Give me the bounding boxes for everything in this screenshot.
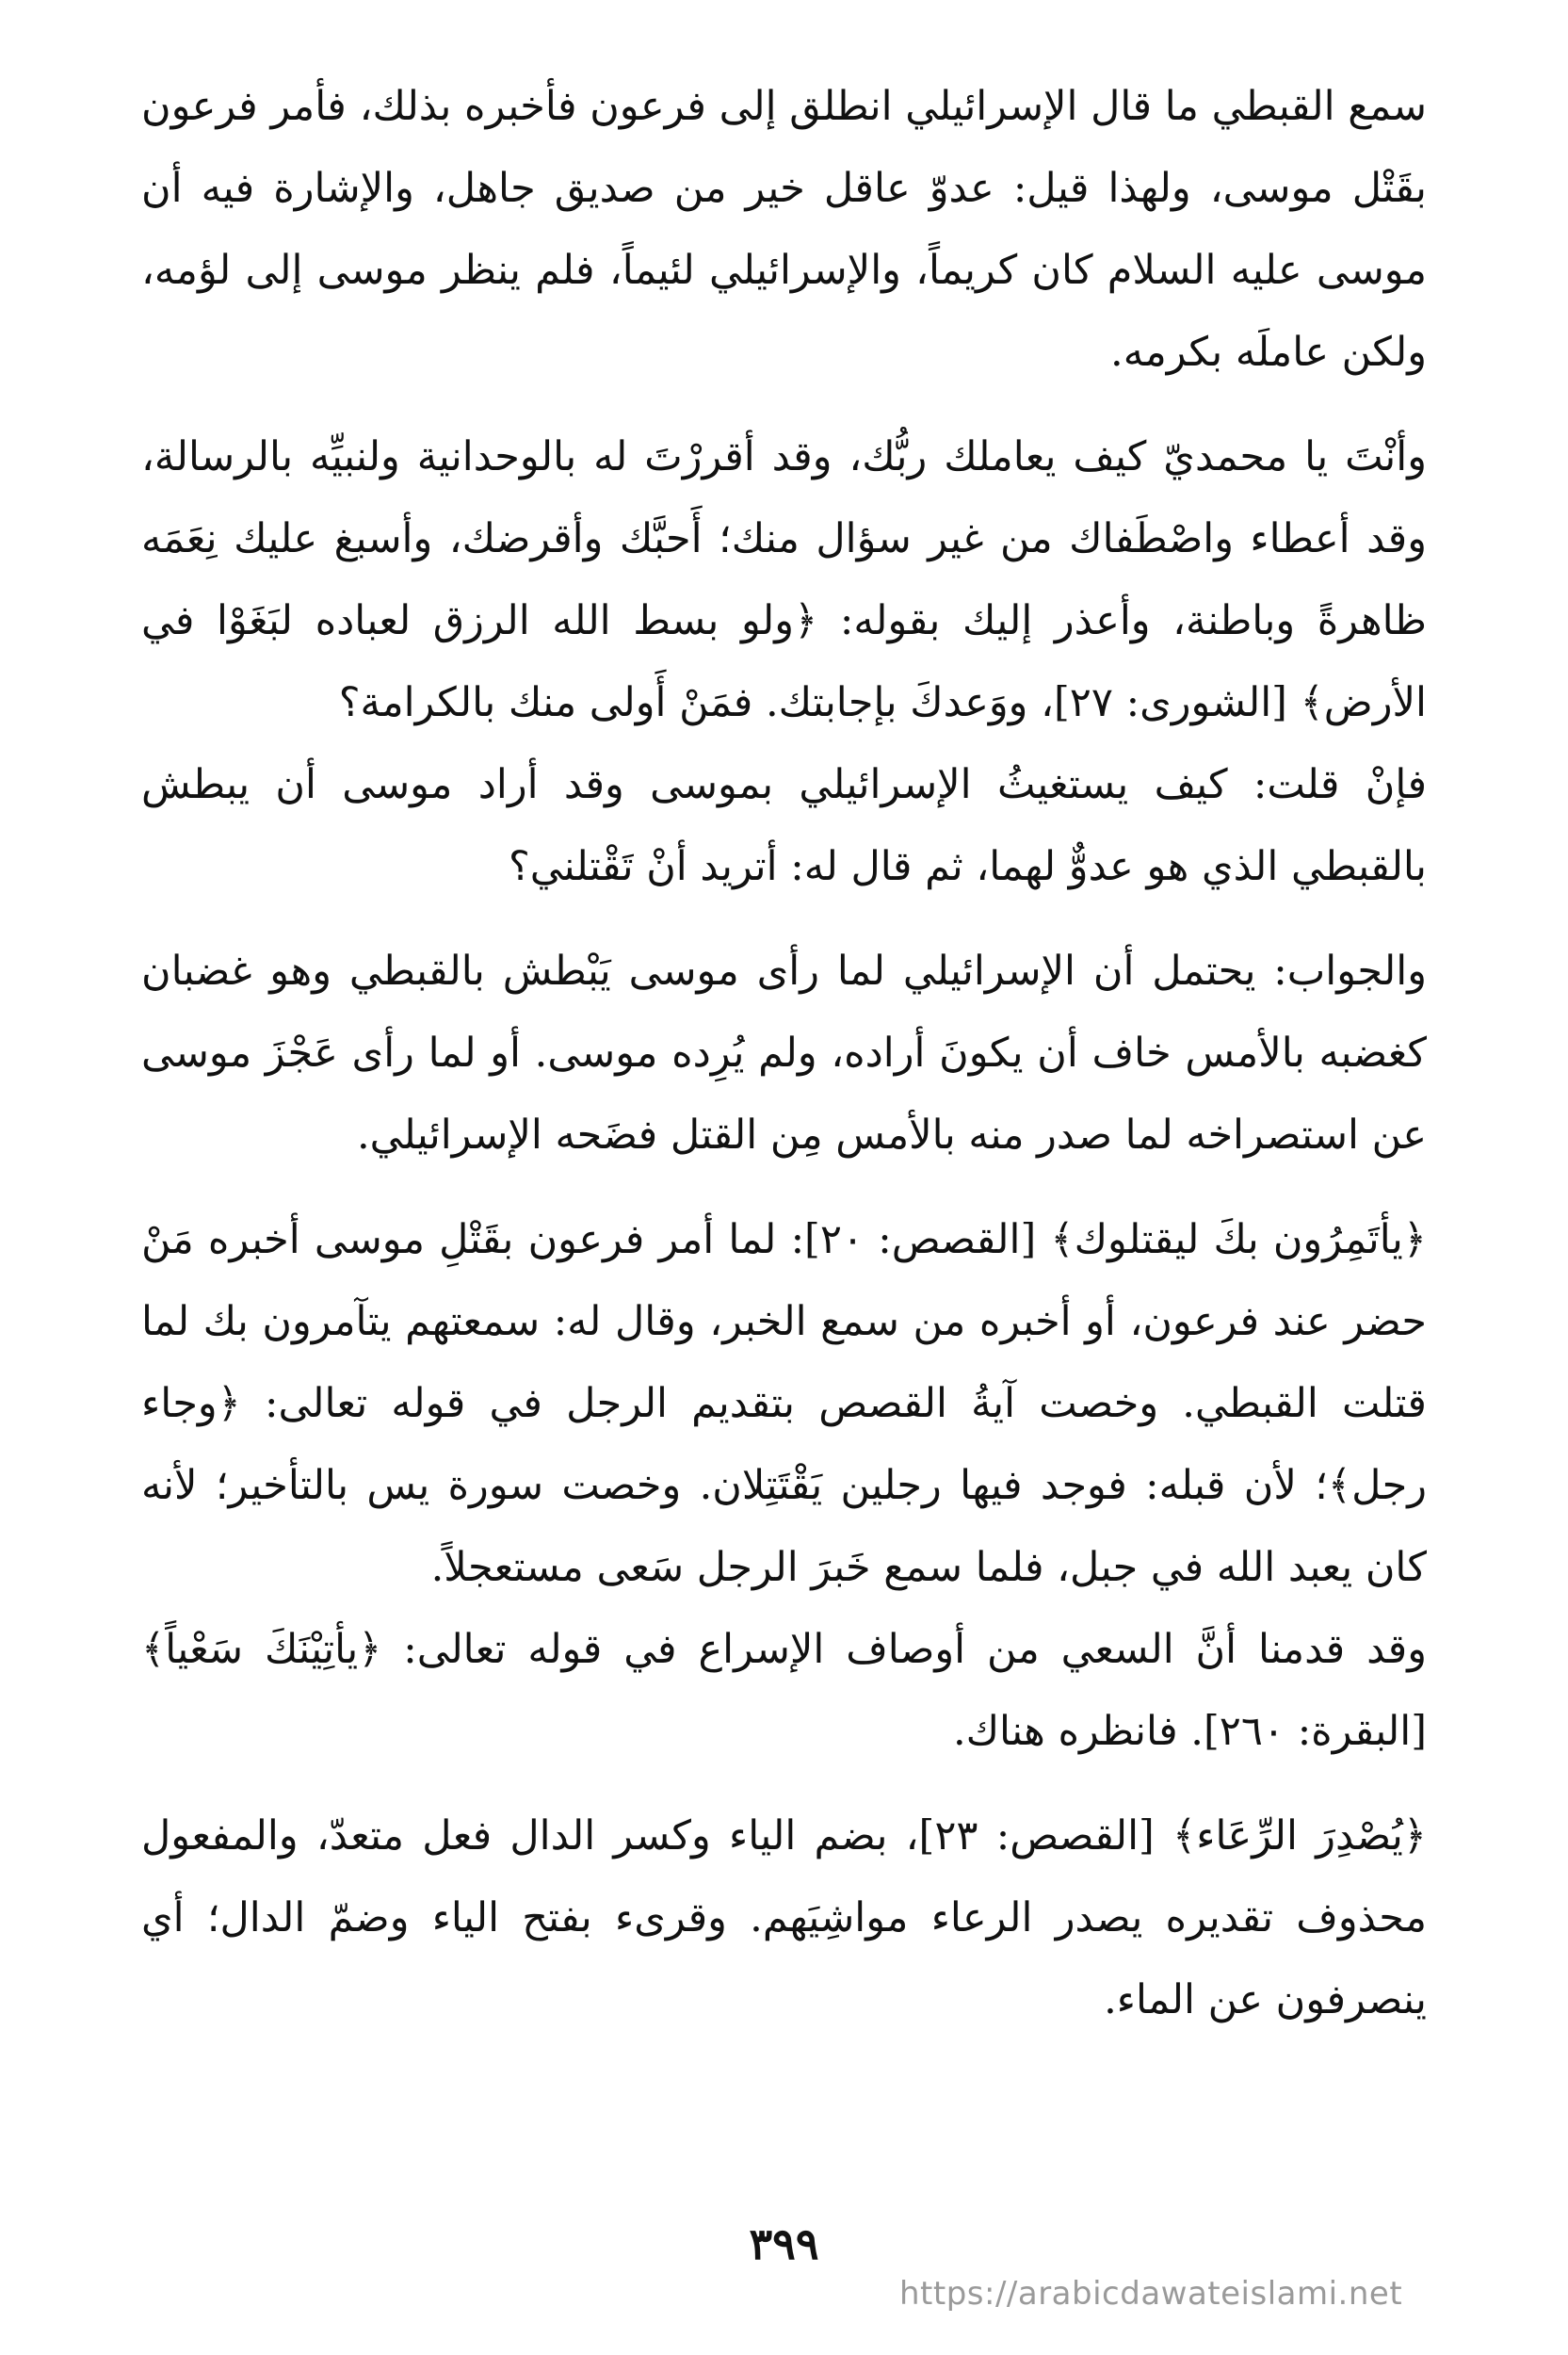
paragraph-sai: وقد قدمنا أنَّ السعي من أوصاف الإسراع في قوله تعالى: ﴿يأتِيْنَكَ سَعْياً﴾ [البقرة: ٢٦٠]. فانظره هناك. [141,1626,1427,1755]
paragraph-answer: والجواب: يحتمل أن الإسرائيلي لما رأى موسى يَبْطش بالقبطي وهو غضبان كغضبه بالأمس خاف أن يكونَ أراده، ولم يُرِده موسى. أو لما رأى عَجْزَ موسى عن استصراخه لما صدر منه بالأمس مِن القتل فضَحه الإسرائيلي. [141,948,1427,1159]
paragraph-muhammadi-address: وأنْتَ يا محمديّ كيف يعاملك ربُّك، وقد أقررْتَ له بالوحدانية ولنبيِّه بالرسالة، وقد أعطاء واصْطَفاك من غير سؤال منك؛ أَحبَّك وأقرضك، وأسبغ عليك نِعَمَه ظاهرةً وباطنة، وأعذر إليك بقوله: ﴿ولو بسط الله الرزق لعباده لبَغَوْا في الأرض﴾ [الشورى: ٢٧]، ووَعدكَ بإجابتك. فمَنْ أَولى منك بالكرامة؟ [141,433,1427,726]
paragraph-question: فإنْ قلت: كيف يستغيثُ الإسرائيلي بموسى وقد أراد موسى أن يبطش بالقبطي الذي هو عدوٌّ لهما، ثم قال له: أتريد أنْ تَقْتلني؟ [141,761,1427,890]
paragraph-yatamiruna: ﴿يأتَمِرُون بكَ ليقتلوك﴾ [القصص: ٢٠]: لما أمر فرعون بقَتْلِ موسى أخبره مَنْ حضر عند فرعون، أو أخبره من سمع الخبر، وقال له: سمعتهم يتآمرون بك لما قتلت القبطي. وخصت آيةُ القصص بتقديم الرجل في قوله تعالى: ﴿وجاء رجل﴾؛ لأن قبله: فوجد فيها رجلين يَقْتَتِلان. وخصت سورة يس بالتأخير؛ لأنه كان يعبد الله في جبل، فلما سمع خَبرَ الرجل سَعى مستعجلاً. [141,1216,1428,1591]
paragraph-qibti-story: سمع القبطي ما قال الإسرائيلي انطلق إلى فرعون فأخبره بذلك، فأمر فرعون بقَتْل موسى، ولهذا قيل: عدوّ عاقل خير من صديق جاهل، والإشارة فيه أن موسى عليه السلام كان كريماً، والإسرائيلي لئيماً، فلم ينظر موسى إلى لؤمه، ولكن عاملَه بكرمه. [141,83,1427,376]
page-number: ٣٩٩ [749,2218,819,2269]
page-body [141,66,1427,2185]
paragraph-yusdir: ﴿يُصْدِرَ الرِّعَاء﴾ [القصص: ٢٣]، بضم الياء وكسر الدال فعل متعدّ، والمفعول محذوف تقديره يصدر الرعاء مواشِيَهم. وقرىء بفتح الياء وضمّ الدال؛ أي ينصرفون عن الماء. [141,1812,1427,2023]
watermark-url: https://arabicdawateislami.net [899,2275,1403,2313]
